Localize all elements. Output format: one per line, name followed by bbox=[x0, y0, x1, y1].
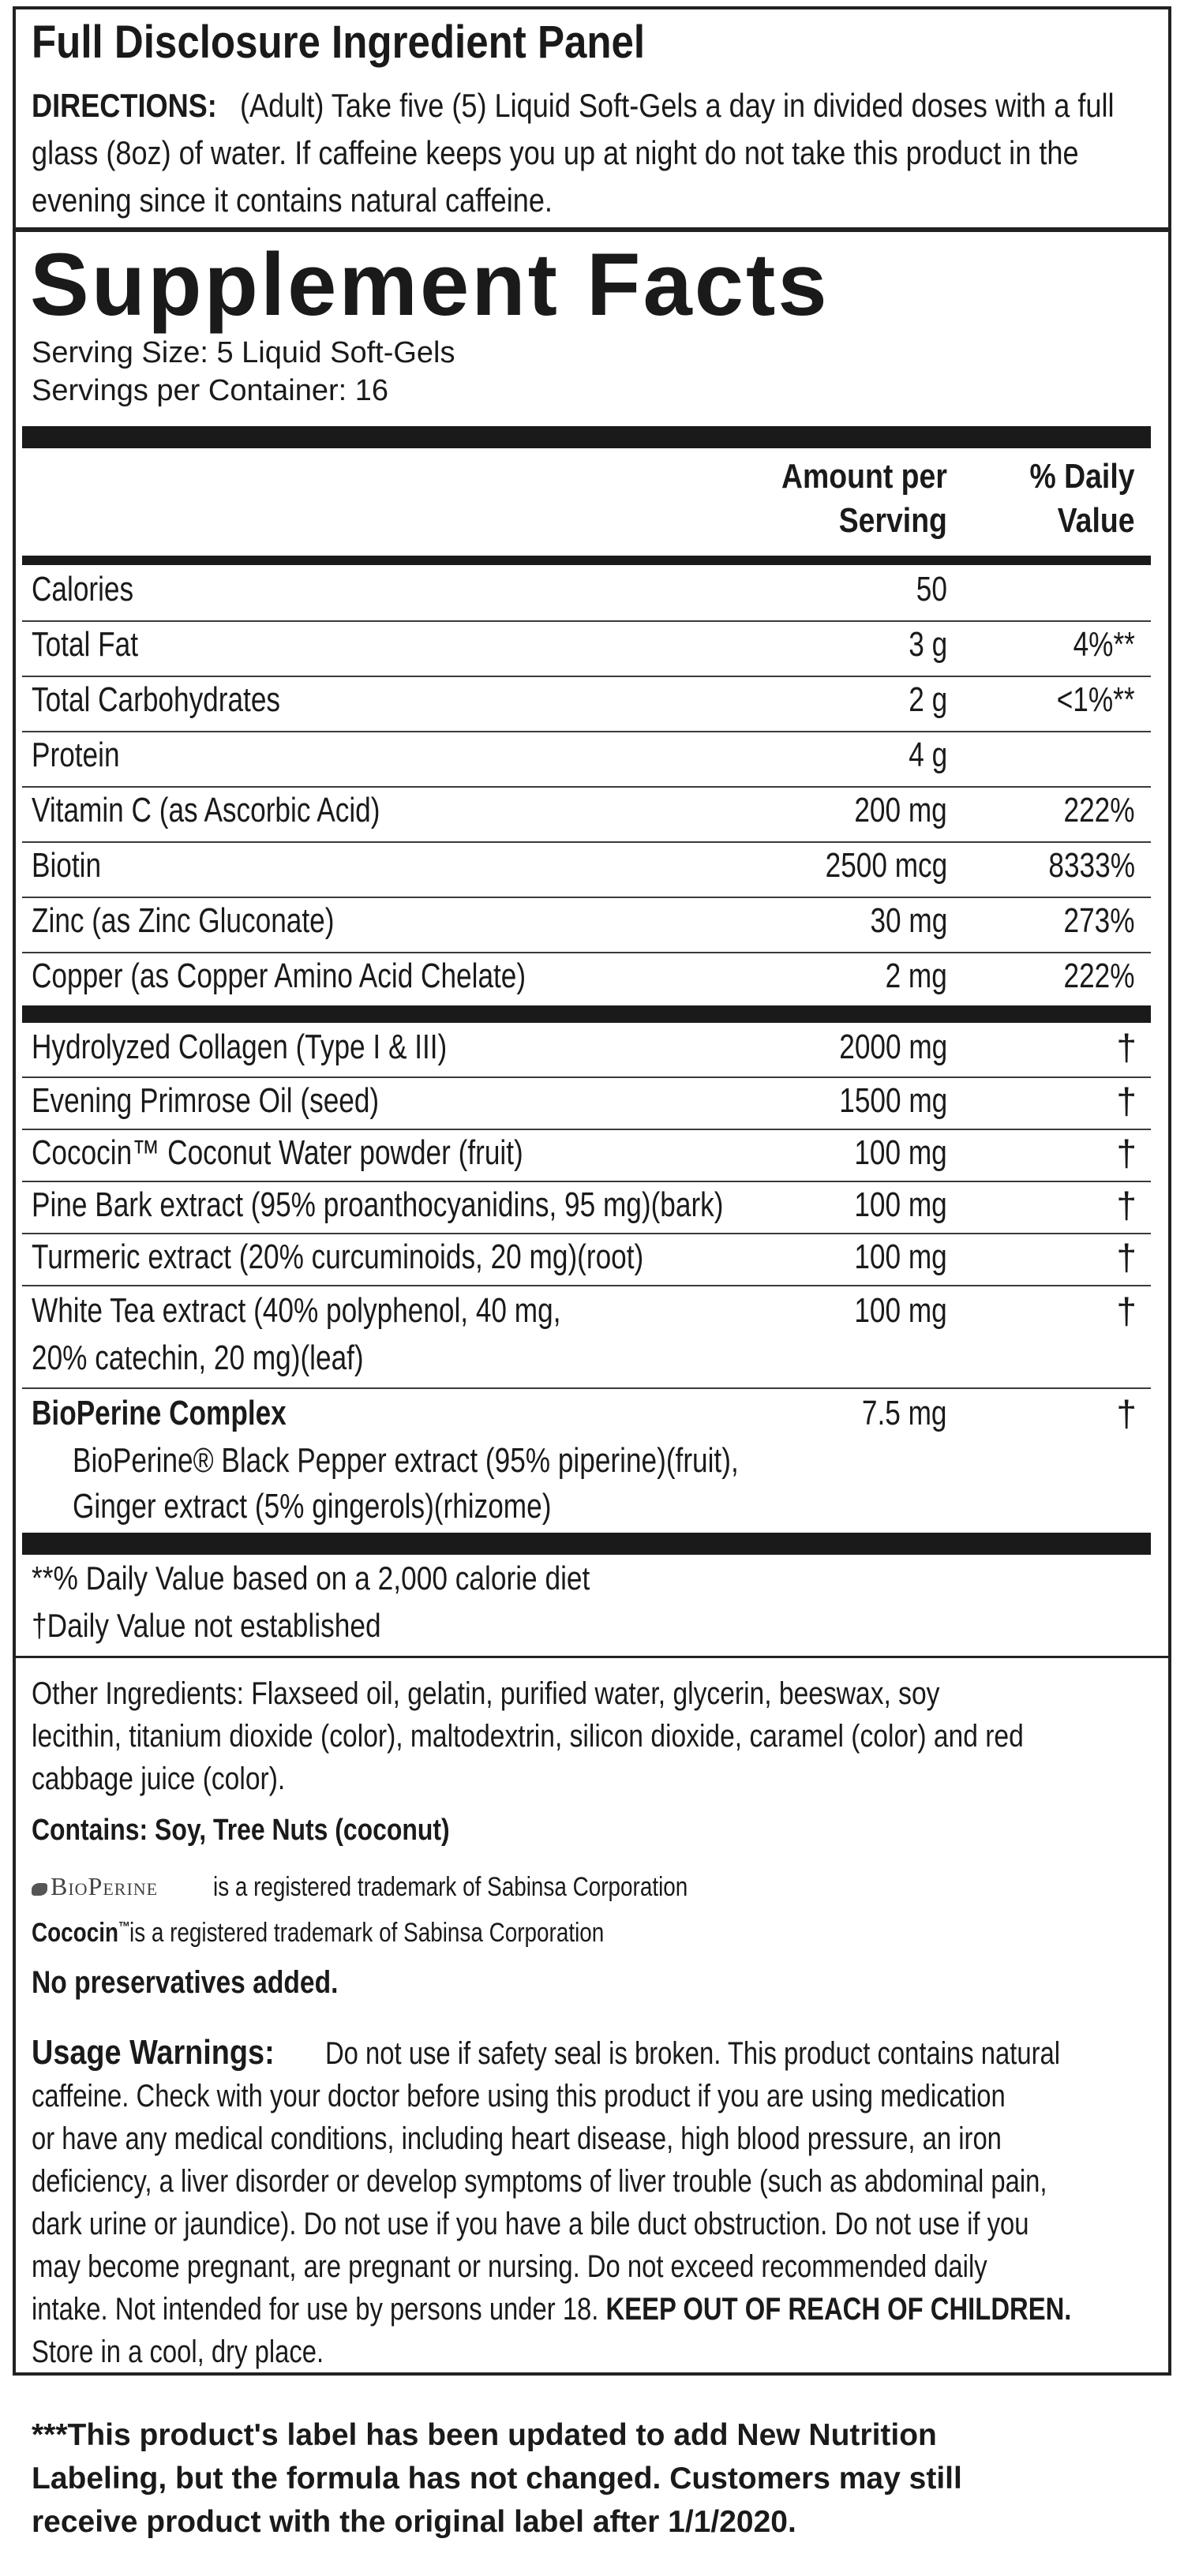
thick-bar-top bbox=[22, 426, 1151, 448]
row-divider bbox=[22, 676, 1151, 677]
allergen-contains: Contains: Soy, Tree Nuts (coconut) bbox=[32, 1814, 450, 1847]
supplement-facts-title: Supplement Facts bbox=[30, 235, 830, 334]
other-ingredients-line: Other Ingredients: Flaxseed oil, gelatin, purified water, glycerin, beeswax, soy bbox=[32, 1676, 940, 1711]
row-divider bbox=[22, 786, 1151, 788]
warning-line: dark urine or jaundice). Do not use if you have a bile duct obstruction. Do not use if you bbox=[32, 2207, 1029, 2241]
ingredient-amount: 100 mg bbox=[854, 1291, 947, 1330]
row-divider bbox=[22, 1387, 1151, 1389]
warning-line: intake. Not intended for use by persons under 18. KEEP OUT OF REACH OF CHILDREN. bbox=[32, 2292, 1072, 2327]
warning-line: caffeine. Check with your doctor before using this product if you are using medication bbox=[32, 2079, 1006, 2114]
ingredient-amount: 7.5 mg bbox=[862, 1394, 947, 1432]
ingredient-name: Turmeric extract (20% curcuminoids, 20 mg)(root) bbox=[32, 1237, 644, 1276]
ingredient-amount: 1500 mg bbox=[839, 1081, 947, 1120]
ingredient-sub-name: BioPerine® Black Pepper extract (95% piperine)(fruit), bbox=[73, 1441, 739, 1480]
ingredient-amount: 100 mg bbox=[854, 1185, 947, 1224]
other-ingredients-line: lecithin, titanium dioxide (color), maltodextrin, silicon dioxide, caramel (color) and red bbox=[32, 1719, 1024, 1754]
other-ingredients-line: cabbage juice (color). bbox=[32, 1762, 286, 1796]
ingredient-daily-value: † bbox=[1116, 1290, 1137, 1331]
ingredient-name: Cococin™ Coconut Water powder (fruit) bbox=[32, 1133, 523, 1172]
ingredient-sub-name: Ginger extract (5% gingerols)(rhizome) bbox=[73, 1487, 552, 1526]
row-divider bbox=[22, 1129, 1151, 1130]
nutrient-amount: 2 mg bbox=[885, 957, 947, 995]
nutrient-name: Zinc (as Zinc Gluconate) bbox=[32, 901, 335, 940]
row-divider bbox=[22, 1181, 1151, 1182]
row-divider bbox=[22, 1233, 1151, 1234]
nutrient-amount: 2500 mcg bbox=[825, 846, 947, 885]
nutrient-name: Biotin bbox=[32, 846, 102, 885]
servings-per-container: Servings per Container: 16 bbox=[32, 374, 389, 407]
nutrient-name: Protein bbox=[32, 736, 120, 774]
nutrient-name: Total Fat bbox=[32, 625, 138, 664]
nutrient-daily-value: 222% bbox=[1063, 957, 1135, 995]
storage-instructions: Store in a cool, dry place. bbox=[32, 2334, 324, 2369]
bioperine-trademark: is a registered trademark of Sabinsa Corporation bbox=[213, 1872, 688, 1902]
no-preservatives: No preservatives added. bbox=[32, 1965, 339, 2000]
warning-line: deficiency, a liver disorder or develop symptoms of liver trouble (such as abdominal pain, bbox=[32, 2164, 1047, 2199]
column-header-daily-value: % Daily Value bbox=[1029, 457, 1135, 540]
nutrient-amount: 30 mg bbox=[870, 901, 947, 940]
pepper-icon bbox=[32, 1883, 47, 1896]
ingredient-amount: 100 mg bbox=[854, 1133, 947, 1172]
warning-line: Do not use if safety seal is broken. This product contains natural bbox=[325, 2036, 1061, 2071]
label-update-note: ***This product's label has been updated to add New Nutrition Labeling, but the formula has not changed. Customers may still receive product with the original label after 1/1/2020. bbox=[32, 2418, 962, 2539]
row-divider bbox=[22, 1076, 1151, 1078]
nutrient-amount: 3 g bbox=[909, 625, 947, 664]
nutrient-daily-value: 4%** bbox=[1073, 625, 1135, 664]
facts-divider bbox=[13, 1656, 1171, 1658]
ingredient-daily-value: † bbox=[1116, 1133, 1137, 1174]
row-divider bbox=[22, 620, 1151, 622]
row-divider bbox=[22, 952, 1151, 953]
directions-text-3: evening since it contains natural caffeine. bbox=[32, 182, 553, 219]
bioperine-logo: BioPerine bbox=[32, 1872, 158, 1901]
nutrient-name: Calories bbox=[32, 570, 134, 608]
ingredient-amount: 2000 mg bbox=[839, 1028, 947, 1066]
warning-line: may become pregnant, are pregnant or nursing. Do not exceed recommended daily bbox=[32, 2249, 987, 2284]
footnote-not-established: †Daily Value not established bbox=[32, 1607, 381, 1644]
ingredient-amount: 100 mg bbox=[854, 1237, 947, 1276]
directions-label: DIRECTIONS: bbox=[32, 87, 217, 124]
warning-line: or have any medical conditions, including heart disease, high blood pressure, an iron bbox=[32, 2121, 1002, 2156]
panel-title: Full Disclosure Ingredient Panel bbox=[32, 17, 646, 68]
usage-warnings-label: Usage Warnings: bbox=[32, 2033, 275, 2072]
ingredient-daily-value: † bbox=[1116, 1027, 1137, 1068]
ingredient-name: Evening Primrose Oil (seed) bbox=[32, 1081, 380, 1120]
nutrient-daily-value: <1%** bbox=[1057, 680, 1135, 719]
cococin-name: Cococin™ bbox=[32, 1918, 130, 1948]
medium-bar-header bbox=[22, 556, 1151, 565]
footnote-daily-value: **% Daily Value based on a 2,000 calorie diet bbox=[32, 1559, 590, 1597]
directions-text-1: (Adult) Take five (5) Liquid Soft-Gels a day in divided doses with a full bbox=[240, 87, 1115, 124]
row-divider bbox=[22, 841, 1151, 843]
row-divider bbox=[22, 897, 1151, 898]
nutrient-amount: 2 g bbox=[909, 680, 947, 719]
ingredient-name: White Tea extract (40% polyphenol, 40 mg, bbox=[32, 1291, 561, 1330]
keep-out-of-reach: KEEP OUT OF REACH OF CHILDREN. bbox=[605, 2292, 1072, 2327]
nutrient-amount: 50 bbox=[916, 570, 947, 608]
nutrient-name: Vitamin C (as Ascorbic Acid) bbox=[32, 791, 380, 829]
nutrient-daily-value: 273% bbox=[1063, 901, 1135, 940]
ingredient-daily-value: † bbox=[1116, 1185, 1137, 1226]
nutrient-amount: 200 mg bbox=[854, 791, 947, 829]
nutrient-daily-value: 222% bbox=[1063, 791, 1135, 829]
column-header-amount: Amount per Serving bbox=[781, 457, 947, 540]
nutrient-name: Copper (as Copper Amino Acid Chelate) bbox=[32, 957, 526, 995]
panel-divider bbox=[13, 227, 1171, 232]
ingredient-daily-value: † bbox=[1116, 1080, 1137, 1121]
ingredient-name-continued: 20% catechin, 20 mg)(leaf) bbox=[32, 1339, 364, 1377]
row-divider bbox=[22, 731, 1151, 732]
cococin-trademark: is a registered trademark of Sabinsa Corporation bbox=[129, 1918, 605, 1948]
thick-bar-bottom bbox=[22, 1533, 1151, 1555]
ingredient-name: Hydrolyzed Collagen (Type I & III) bbox=[32, 1028, 448, 1066]
nutrient-amount: 4 g bbox=[909, 736, 947, 774]
nutrient-daily-value: 8333% bbox=[1048, 846, 1135, 885]
ingredient-name: Pine Bark extract (95% proanthocyanidins, 95 mg)(bark) bbox=[32, 1185, 724, 1224]
ingredient-daily-value: † bbox=[1116, 1237, 1137, 1278]
ingredient-name: BioPerine Complex bbox=[32, 1394, 287, 1432]
ingredient-daily-value: † bbox=[1116, 1393, 1137, 1434]
directions-text-2: glass (8oz) of water. If caffeine keeps you up at night do not take this product in the bbox=[32, 134, 1079, 171]
thick-bar-middle bbox=[22, 1005, 1151, 1023]
nutrient-name: Total Carbohydrates bbox=[32, 680, 281, 719]
serving-size: Serving Size: 5 Liquid Soft-Gels bbox=[32, 336, 455, 369]
row-divider bbox=[22, 1285, 1151, 1286]
